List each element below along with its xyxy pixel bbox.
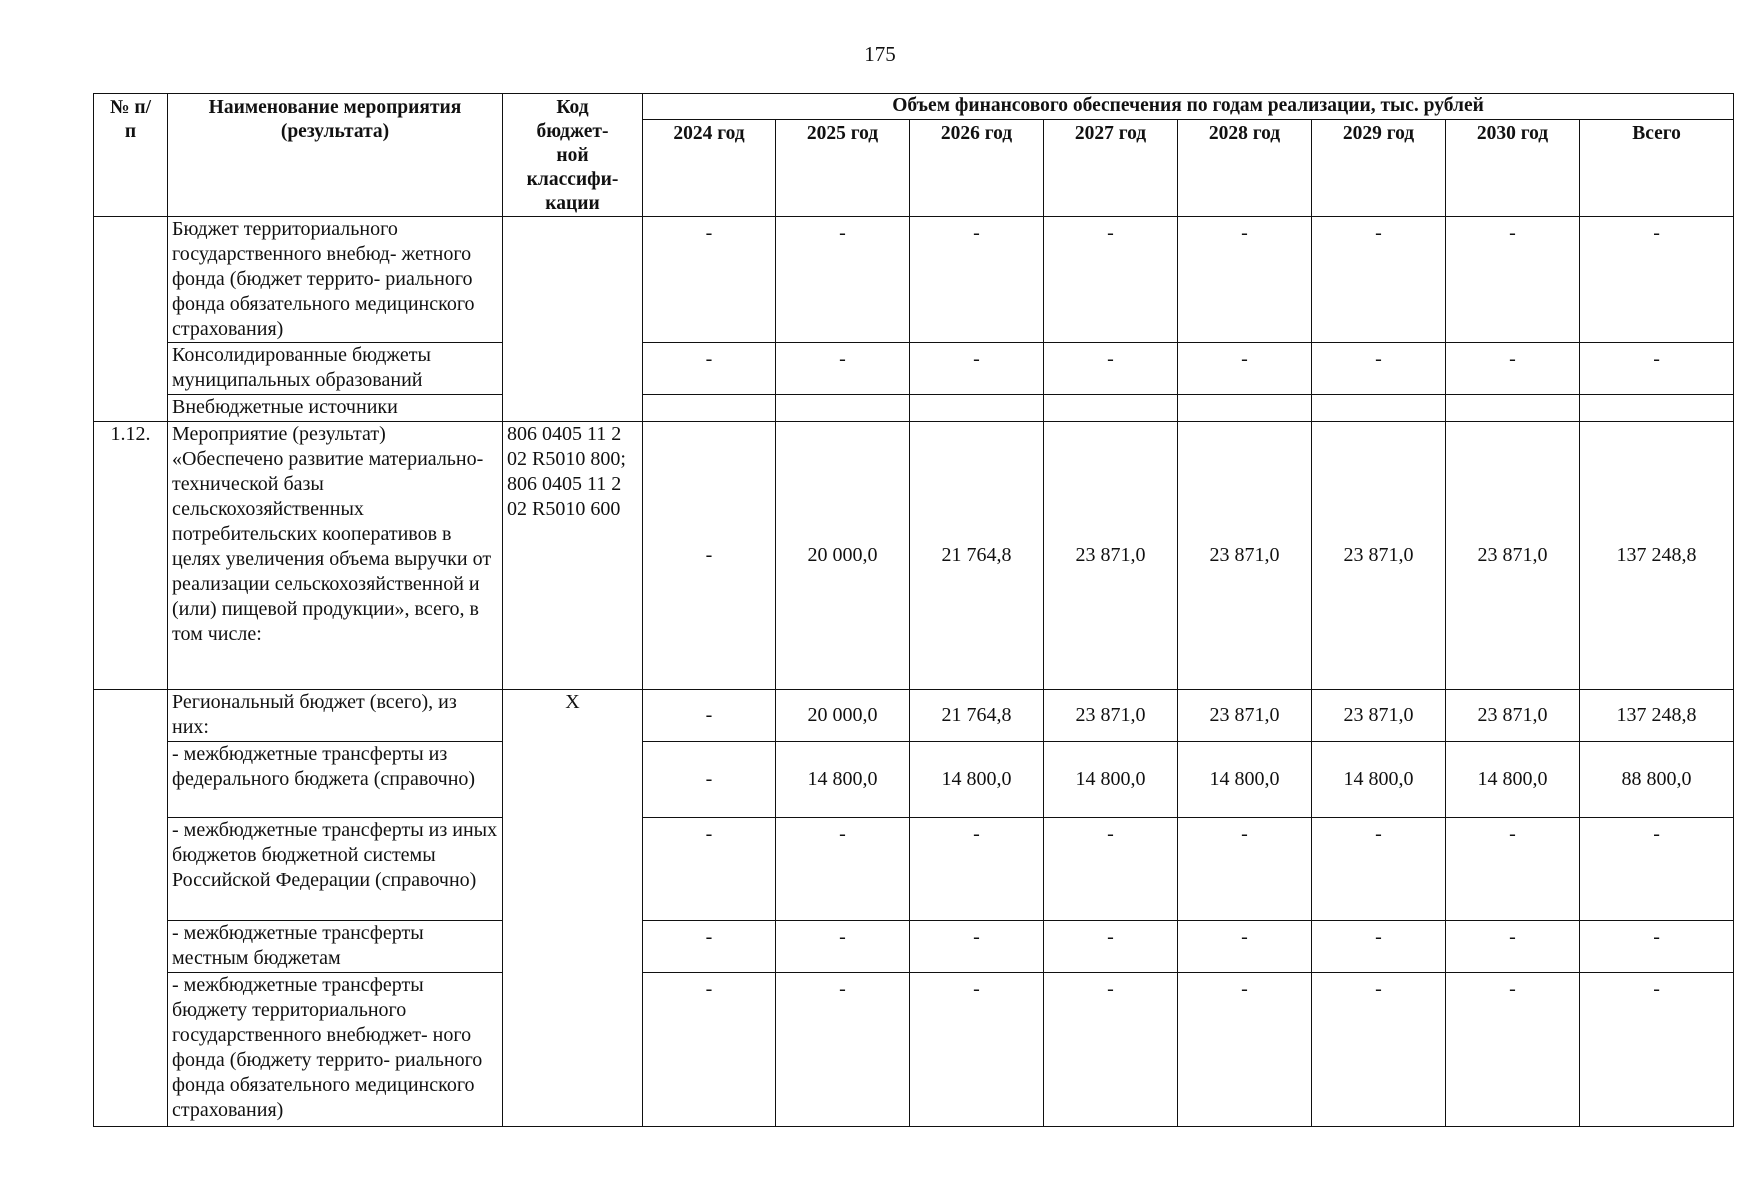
value-2028: 23 871,0 <box>1178 690 1312 742</box>
value-2025: 20 000,0 <box>776 690 910 742</box>
value-2025: - <box>776 217 910 343</box>
value-2024: - <box>643 921 776 973</box>
table-row <box>94 395 1734 422</box>
value-2030: - <box>1446 818 1580 921</box>
value-total: 88 800,0 <box>1580 742 1734 818</box>
header-code: Код бюджет- ной классифи- кации <box>503 94 643 217</box>
row-name: Консолидированные бюджеты муниципальных образований <box>168 343 503 395</box>
value-2024: - <box>643 217 776 343</box>
header-year-2028: 2028 год <box>1178 120 1312 217</box>
row-number: 1.12. <box>94 422 168 690</box>
value-2027: 23 871,0 <box>1044 422 1178 690</box>
value-2030: - <box>1446 921 1580 973</box>
value-2028: - <box>1178 217 1312 343</box>
value-2024: - <box>643 973 776 1127</box>
table-row <box>94 422 1734 690</box>
row-name: Внебюджетные источники <box>168 395 503 422</box>
value-2025: - <box>776 818 910 921</box>
value-2028: - <box>1178 343 1312 395</box>
header-year-2026: 2026 год <box>910 120 1044 217</box>
value-2024: - <box>643 690 776 742</box>
value-2026: 21 764,8 <box>910 422 1044 690</box>
page-number: 175 <box>864 42 896 66</box>
table-row <box>94 818 1734 921</box>
header-total: Всего <box>1580 120 1734 217</box>
value-2026: 14 800,0 <box>910 742 1044 818</box>
row-number <box>94 690 168 1127</box>
value-2024: - <box>643 742 776 818</box>
funding-table <box>93 93 1734 1127</box>
table-row <box>94 973 1734 1127</box>
header-year-2030: 2030 год <box>1446 120 1580 217</box>
value-2026: - <box>910 343 1044 395</box>
value-2029: 14 800,0 <box>1312 742 1446 818</box>
table-row <box>94 217 1734 343</box>
value-2030: 23 871,0 <box>1446 690 1580 742</box>
value-2029: - <box>1312 343 1446 395</box>
value-total: - <box>1580 921 1734 973</box>
value-2026: - <box>910 973 1044 1127</box>
row-code: 806 0405 11 2 02 R5010 800; 806 0405 11 2 02 R5010 600 <box>503 422 643 690</box>
value-2030 <box>1446 395 1580 422</box>
header-num: № п/п <box>94 94 168 217</box>
table-row <box>94 742 1734 818</box>
value-2029 <box>1312 395 1446 422</box>
value-2028: 14 800,0 <box>1178 742 1312 818</box>
table-row <box>94 690 1734 742</box>
header-year-2025: 2025 год <box>776 120 910 217</box>
value-2030: - <box>1446 973 1580 1127</box>
table-row <box>94 343 1734 395</box>
value-2026: - <box>910 818 1044 921</box>
value-total <box>1580 395 1734 422</box>
header-year-2027: 2027 год <box>1044 120 1178 217</box>
value-2029: - <box>1312 973 1446 1127</box>
value-2026: 21 764,8 <box>910 690 1044 742</box>
value-2029: - <box>1312 818 1446 921</box>
value-2029: 23 871,0 <box>1312 690 1446 742</box>
value-2026: - <box>910 921 1044 973</box>
value-2025: 20 000,0 <box>776 422 910 690</box>
value-2030: - <box>1446 217 1580 343</box>
row-name: Региональный бюджет (всего), из них: <box>168 690 503 742</box>
value-2027: - <box>1044 973 1178 1127</box>
value-2025: - <box>776 343 910 395</box>
row-name: Бюджет территориального государственного внебюд- жетного фонда (бюджет террито- риального фонда обязательного медицинского страхования) <box>168 217 503 343</box>
value-2027: - <box>1044 818 1178 921</box>
value-total: - <box>1580 343 1734 395</box>
value-2024: - <box>643 818 776 921</box>
header-year-2024: 2024 год <box>643 120 776 217</box>
value-2027: 23 871,0 <box>1044 690 1178 742</box>
value-2024: - <box>643 422 776 690</box>
value-2028: - <box>1178 921 1312 973</box>
value-total: - <box>1580 217 1734 343</box>
row-number <box>94 217 168 422</box>
row-name: - межбюджетные трансферты из федерального бюджета (справочно) <box>168 742 503 818</box>
value-2028: 23 871,0 <box>1178 422 1312 690</box>
value-2029: - <box>1312 921 1446 973</box>
row-code: X <box>503 690 643 1127</box>
value-2027: - <box>1044 217 1178 343</box>
value-2030: 23 871,0 <box>1446 422 1580 690</box>
value-2030: 14 800,0 <box>1446 742 1580 818</box>
row-name: - межбюджетные трансферты бюджету территориального государственного внебюджет- ного фонда (бюджету террито- риального фонда обязательного медицинского страхования) <box>168 973 503 1127</box>
value-2028: - <box>1178 818 1312 921</box>
header-row-1 <box>94 94 1734 120</box>
header-name: Наименование мероприятия (результата) <box>168 94 503 217</box>
value-2027: - <box>1044 921 1178 973</box>
value-2029: 23 871,0 <box>1312 422 1446 690</box>
row-name: Мероприятие (результат) «Обеспечено развитие материально-технической базы сельскохозяйственных потребительских кооперативов в целях увеличения объема выручки от реализации сельскохозяйственной и (или) пищевой продукции», всего, в том числе: <box>168 422 503 690</box>
value-2028 <box>1178 395 1312 422</box>
row-name: - межбюджетные трансферты местным бюджетам <box>168 921 503 973</box>
value-total: 137 248,8 <box>1580 422 1734 690</box>
value-2025 <box>776 395 910 422</box>
value-2025: - <box>776 973 910 1127</box>
value-2026 <box>910 395 1044 422</box>
row-name: - межбюджетные трансферты из иных бюджетов бюджетной системы Российской Федерации (справочно) <box>168 818 503 921</box>
value-total: - <box>1580 973 1734 1127</box>
value-2027 <box>1044 395 1178 422</box>
value-2024 <box>643 395 776 422</box>
value-2025: - <box>776 921 910 973</box>
header-funding-group: Объем финансового обеспечения по годам реализации, тыс. рублей <box>643 94 1734 120</box>
table-row <box>94 921 1734 973</box>
header-year-2029: 2029 год <box>1312 120 1446 217</box>
value-total: 137 248,8 <box>1580 690 1734 742</box>
value-2027: - <box>1044 343 1178 395</box>
value-2024: - <box>643 343 776 395</box>
value-2026: - <box>910 217 1044 343</box>
value-2030: - <box>1446 343 1580 395</box>
value-2029: - <box>1312 217 1446 343</box>
value-2027: 14 800,0 <box>1044 742 1178 818</box>
value-2028: - <box>1178 973 1312 1127</box>
row-code <box>503 217 643 422</box>
value-total: - <box>1580 818 1734 921</box>
value-2025: 14 800,0 <box>776 742 910 818</box>
